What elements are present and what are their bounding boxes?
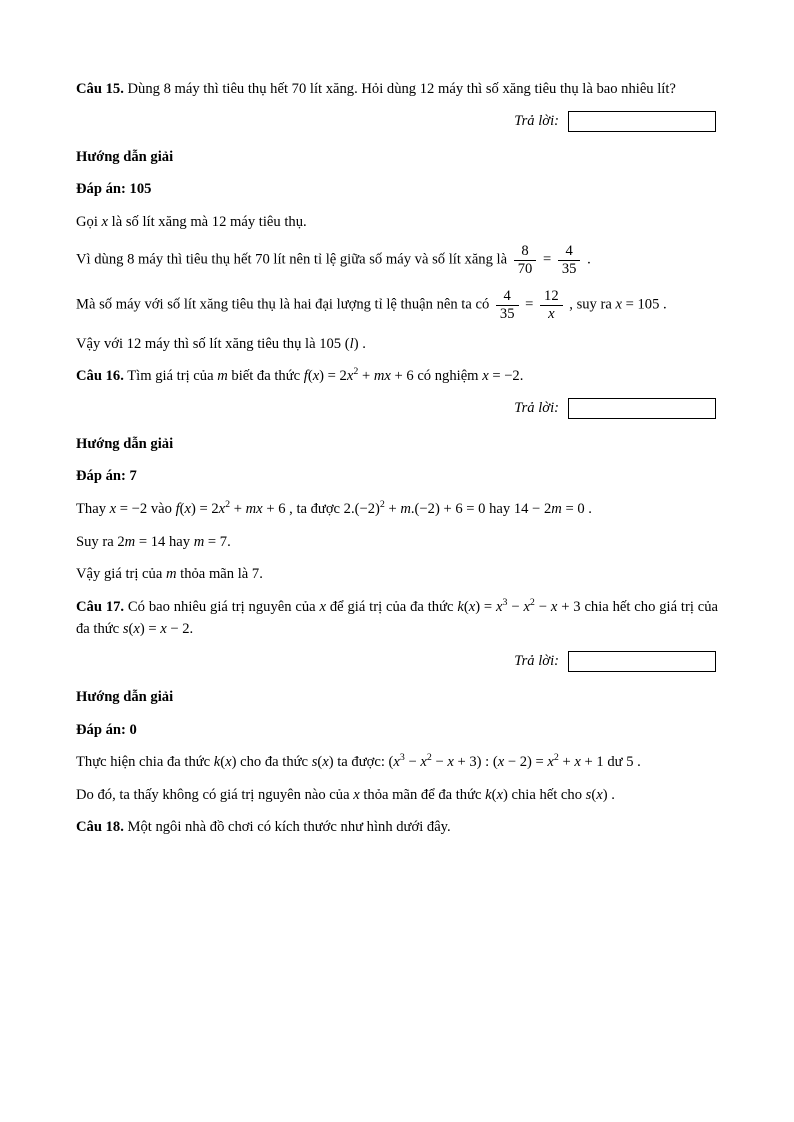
- q17-solution-line-1: Thực hiện chia đa thức k(x) cho đa thức s(x) ta được: $(x^3 - x^2 - x + 3)$ : $(x - 2) = x^2 + x + 1$ dư 5 .: [76, 752, 641, 771]
- question-18-text: Câu 18. Một ngôi nhà đồ chơi có kích thước như hình dưới đây.: [76, 819, 451, 836]
- dap-an-q16: Đáp án: 7: [76, 468, 137, 485]
- q15-solution-line-4: Vậy với 12 máy thì số lít xăng tiêu thụ là 105 (l) .: [76, 335, 366, 352]
- question-16-text: Câu 16. Tìm giá trị của m biết đa thức $f(x) = 2x^2$ + mx + 6 có nghiệm x = −2.: [76, 366, 524, 385]
- guide-heading-q16: Hướng dẫn giải: [76, 435, 174, 452]
- guide-heading-q15: Hướng dẫn giải: [76, 148, 174, 165]
- q16-solution-line-3: Vậy giá trị của m thỏa mãn là 7.: [76, 566, 263, 583]
- dap-an-q17: Đáp án: 0: [76, 721, 137, 738]
- question-15-text: Câu 15. Dùng 8 máy thì tiêu thụ hết 70 lít xăng. Hỏi dùng 12 máy thì số xăng tiêu thụ là bao nhiêu lít?: [76, 81, 676, 97]
- answer-line-q16: [76, 398, 716, 419]
- q15-solution-line-1: Gọi x là số lít xăng mà 12 máy tiêu thụ.: [76, 213, 307, 230]
- answer-label-q16: Trả lời:: [514, 399, 559, 416]
- answer-label-q15: Trả lời:: [514, 112, 559, 129]
- q16-solution-line-1: Thay x = −2 vào $f(x) = 2x^2$ + mx + 6 , ta được $2.(-2)^2 + m.(-2) + 6 = 0$ hay 14 − 2m = 0 .: [76, 499, 592, 517]
- q17-solution-line-2: Do đó, ta thấy không có giá trị nguyên nào của x thỏa mãn để đa thức k(x) chia hết cho s(x) .: [76, 786, 615, 803]
- answer-box-q15[interactable]: [568, 111, 716, 132]
- dap-an-q15: Đáp án: 105: [76, 181, 152, 198]
- answer-label-q17: Trả lời:: [514, 653, 559, 670]
- q15-solution-line-3: Mà số máy với số lít xăng tiêu thụ là hai đại lượng tỉ lệ thuận nên ta có $\frac{4}{35}$ = $\frac{12}{x}$ , suy ra x = 105 .: [76, 288, 667, 322]
- q16-solution-line-2: Suy ra 2m = 14 hay m = 7.: [76, 533, 231, 550]
- answer-box-q17[interactable]: [568, 651, 716, 672]
- answer-line-q15: [76, 111, 716, 132]
- q15-solution-line-2: Vì dùng 8 máy thì tiêu thụ hết 70 lít nên tỉ lệ giữa số máy và số lít xăng là $\frac{8}{70}$ = $\frac{4}{35}$ .: [76, 243, 591, 278]
- guide-heading-q17: Hướng dẫn giải: [76, 689, 174, 706]
- answer-line-q17: [76, 651, 716, 672]
- answer-box-q16[interactable]: [568, 398, 716, 419]
- question-17-text: Câu 17. Có bao nhiêu giá trị nguyên của x để giá trị của đa thức $k(x) = x^3 - x^2 - x + 3$ chia hết cho giá trị của đa thức s(x) = x − 2.: [76, 596, 719, 638]
